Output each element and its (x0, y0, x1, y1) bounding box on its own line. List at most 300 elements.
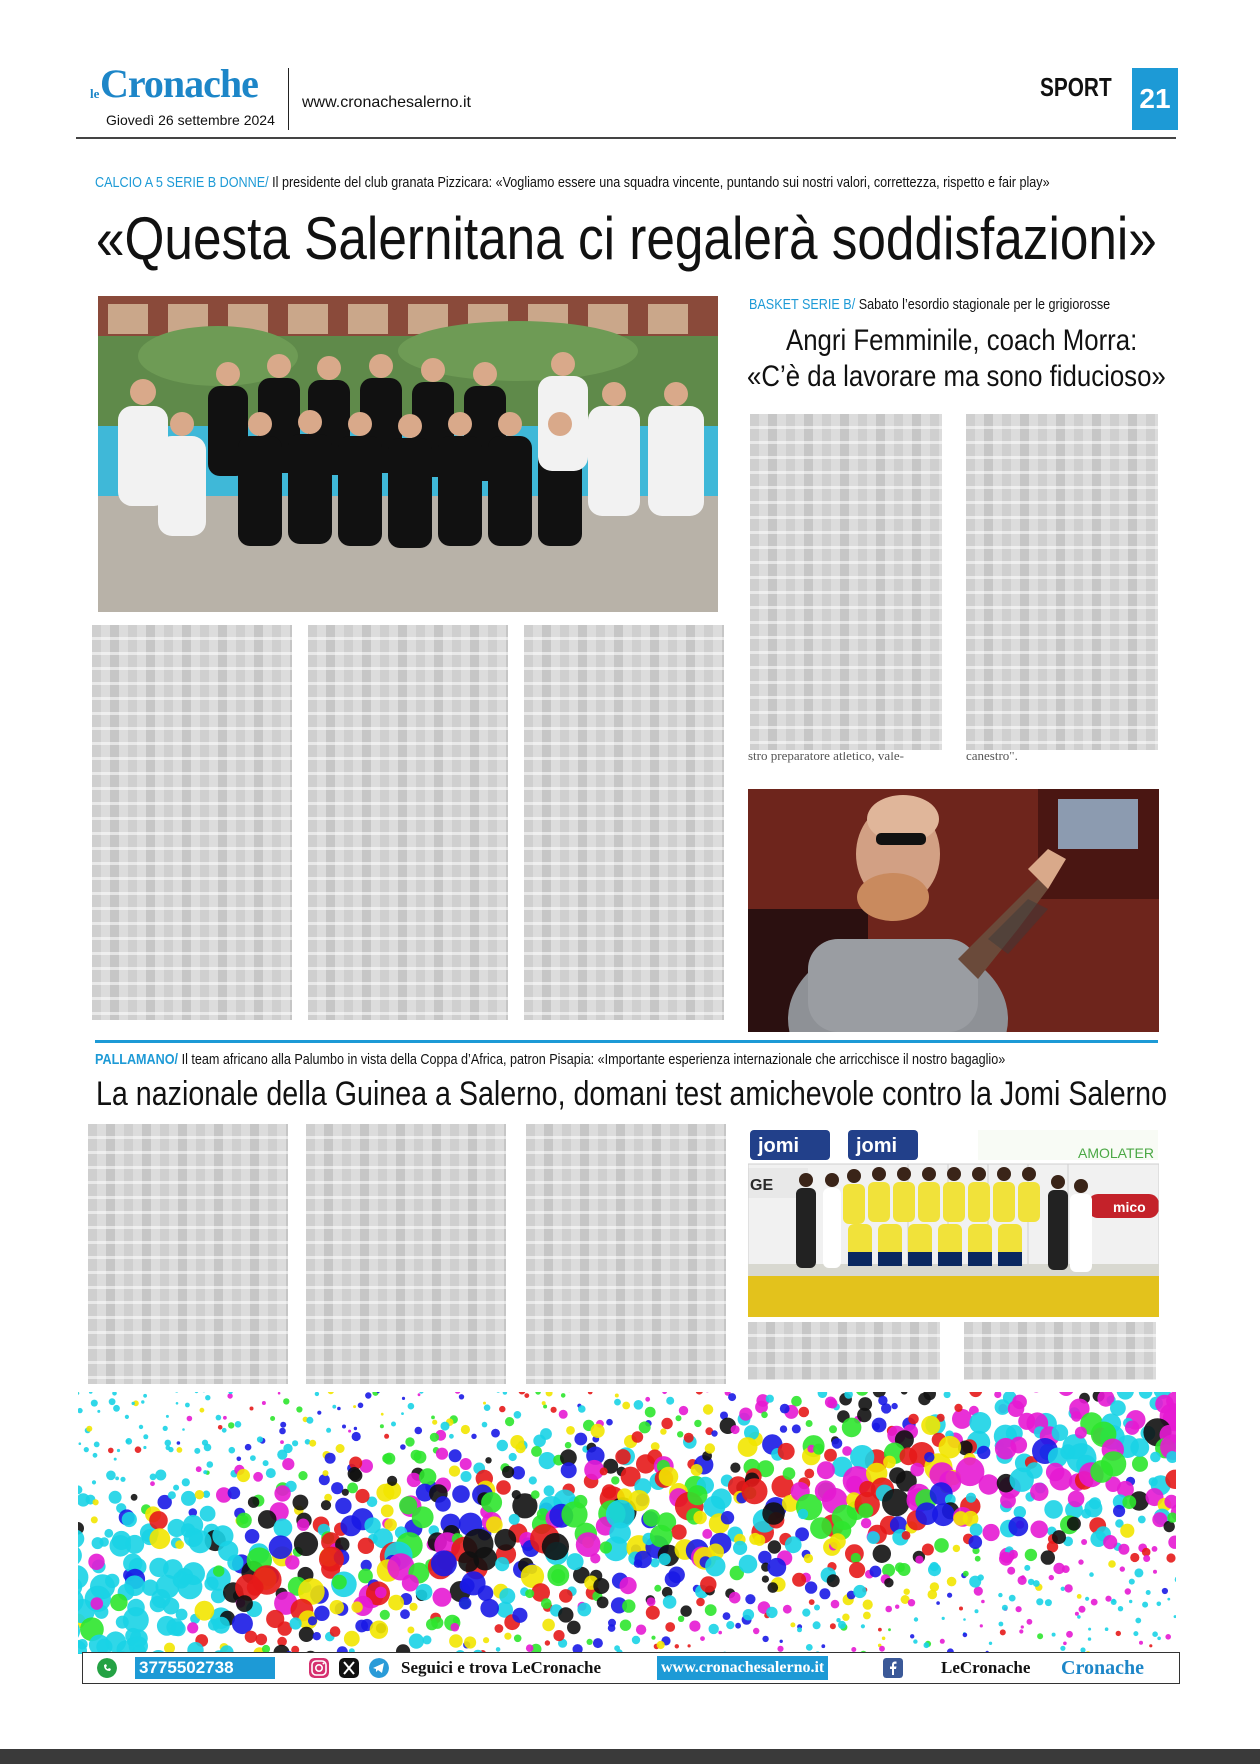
halftone-dot (1075, 1427, 1087, 1439)
halftone-dot (895, 1605, 899, 1609)
halftone-dot (766, 1607, 777, 1618)
halftone-dot (177, 1447, 183, 1453)
halftone-dot (735, 1623, 741, 1629)
halftone-dot (1130, 1438, 1149, 1457)
halftone-dot (1075, 1612, 1079, 1616)
facebook-icon[interactable] (883, 1658, 903, 1678)
halftone-dot (298, 1471, 307, 1480)
logo-text: Cronache (100, 61, 258, 106)
halftone-dot (86, 1426, 92, 1432)
halftone-dot (205, 1395, 210, 1400)
halftone-dot (559, 1589, 573, 1603)
banner-amolatera: AMOLATER (1078, 1145, 1154, 1161)
halftone-dot (565, 1442, 572, 1449)
halftone-dot (910, 1634, 914, 1638)
halftone-dot (531, 1446, 542, 1457)
halftone-dot (351, 1601, 362, 1612)
halftone-dot (799, 1407, 810, 1418)
coach-photo (748, 789, 1159, 1032)
halftone-dot (314, 1606, 329, 1621)
halftone-dot (459, 1394, 464, 1399)
whatsapp-icon[interactable] (97, 1658, 117, 1678)
halftone-dot (195, 1490, 204, 1499)
halftone-dot (600, 1467, 608, 1475)
halftone-dot (1009, 1595, 1016, 1602)
halftone-dot (1027, 1619, 1033, 1625)
halftone-dot (84, 1447, 89, 1452)
halftone-dot (229, 1447, 236, 1454)
halftone-dot (956, 1457, 985, 1486)
halftone-dot (407, 1473, 421, 1487)
halftone-dot (721, 1511, 734, 1524)
halftone-dot (1049, 1575, 1054, 1580)
halftone-dot (1063, 1642, 1067, 1646)
halftone-dot (791, 1396, 802, 1407)
halftone-dot (185, 1403, 190, 1408)
halftone-dot (296, 1406, 302, 1412)
halftone-dot (1010, 1468, 1034, 1492)
halftone-dot (376, 1484, 394, 1502)
halftone-dot (702, 1529, 712, 1539)
halftone-dot (481, 1492, 502, 1513)
halftone-dot (502, 1466, 514, 1478)
halftone-dot (830, 1623, 836, 1629)
halftone-dot (851, 1553, 861, 1563)
handball-kicker (95, 1051, 1005, 1068)
halftone-dot (1089, 1497, 1101, 1509)
halftone-dot (449, 1634, 463, 1648)
halftone-dot (375, 1587, 387, 1599)
halftone-dot (650, 1525, 673, 1548)
halftone-dot (285, 1555, 299, 1569)
footer-url[interactable]: www.cronachesalerno.it (657, 1656, 828, 1680)
halftone-dot (646, 1606, 660, 1620)
halftone-dot (290, 1617, 302, 1629)
halftone-dot (901, 1392, 908, 1395)
halftone-dot (544, 1485, 555, 1496)
instagram-icon[interactable] (309, 1658, 329, 1678)
halftone-dot (1113, 1505, 1125, 1517)
halftone-dot (705, 1443, 715, 1453)
halftone-dot (245, 1529, 260, 1544)
halftone-dot (1132, 1456, 1148, 1472)
team-photo-illustration (98, 296, 718, 612)
halftone-dot (999, 1552, 1013, 1566)
halftone-dot (431, 1550, 457, 1576)
halftone-dot (505, 1417, 514, 1426)
halftone-dot (783, 1467, 796, 1480)
halftone-dot (515, 1443, 525, 1453)
halftone-dot (718, 1631, 722, 1635)
halftone-dot (711, 1430, 717, 1436)
halftone-dot (149, 1528, 170, 1549)
halftone-dot (542, 1619, 555, 1632)
handball-headline: La nazionale della Guinea a Salerno, domani test amichevole contro la Jomi Salerno (96, 1075, 1168, 1113)
halftone-dot (200, 1408, 205, 1413)
halftone-dot (659, 1467, 679, 1487)
halftone-dot (483, 1402, 486, 1405)
halftone-dot (766, 1395, 774, 1403)
halftone-dot (222, 1428, 227, 1433)
halftone-dot (870, 1566, 882, 1578)
halftone-dot (1139, 1641, 1143, 1645)
halftone-dot (126, 1440, 129, 1443)
halftone-dot (700, 1576, 716, 1592)
halftone-dot (409, 1634, 424, 1649)
halftone-dot (1068, 1491, 1085, 1508)
halftone-dot (531, 1490, 540, 1499)
halftone-dot (647, 1597, 656, 1606)
halftone-dot (947, 1593, 952, 1598)
halftone-dot (873, 1545, 891, 1563)
halftone-dot (1008, 1400, 1025, 1417)
halftone-dot (574, 1433, 587, 1446)
halftone-dot (1033, 1580, 1040, 1587)
halftone-dot (1167, 1598, 1170, 1601)
handball-text-column-3 (526, 1124, 726, 1384)
halftone-dot (143, 1434, 148, 1439)
halftone-dot (1061, 1587, 1065, 1591)
halftone-dot (344, 1631, 360, 1647)
basket-stray-text-1: stro preparatore atletico, vale- (748, 752, 904, 763)
halftone-dot (578, 1405, 586, 1413)
halftone-dot (165, 1440, 172, 1447)
halftone-dot (676, 1415, 682, 1421)
halftone-dot (797, 1627, 802, 1632)
halftone-dot (1052, 1530, 1066, 1544)
halftone-dot (323, 1470, 329, 1476)
halftone-dot (100, 1537, 109, 1546)
halftone-dot (888, 1628, 891, 1631)
halftone-dot (503, 1392, 507, 1395)
halftone-dot (365, 1392, 371, 1398)
masthead-logo (90, 61, 280, 106)
halftone-dot (977, 1446, 990, 1459)
halftone-dot (204, 1444, 212, 1452)
halftone-dot (335, 1498, 351, 1514)
halftone-dot (827, 1574, 840, 1587)
halftone-dot (495, 1557, 509, 1571)
halftone-dot (700, 1636, 705, 1641)
halftone-dot (228, 1487, 241, 1500)
halftone-dot (166, 1415, 169, 1418)
halftone-dot (236, 1595, 253, 1612)
halftone-dot (1016, 1606, 1022, 1612)
halftone-dot (330, 1600, 344, 1614)
halftone-dot (125, 1415, 129, 1419)
halftone-dot (745, 1594, 755, 1604)
halftone-dot (1157, 1637, 1161, 1641)
halftone-dot (433, 1588, 452, 1607)
halftone-dot (348, 1430, 351, 1433)
halftone-dot (204, 1577, 218, 1591)
halftone-dot (245, 1444, 252, 1451)
halftone-dot (842, 1418, 862, 1438)
halftone-dot (1088, 1637, 1091, 1640)
halftone-dot (1088, 1628, 1091, 1631)
basket-kicker (749, 296, 1110, 313)
halftone-dot (149, 1558, 168, 1577)
handball-photo (748, 1124, 1159, 1317)
halftone-dot (408, 1403, 415, 1410)
halftone-dot (593, 1638, 603, 1648)
halftone-dot (355, 1489, 369, 1503)
halftone-dot (542, 1401, 546, 1405)
halftone-dot (195, 1392, 199, 1393)
halftone-dot (93, 1453, 98, 1458)
main-kicker-tag: CALCIO A 5 SERIE B DONNE/ (95, 174, 269, 191)
halftone-dot (213, 1617, 230, 1634)
halftone-dot (1174, 1615, 1176, 1618)
basket-headline-line2: «C’è da lavorare ma sono fiducioso» (747, 360, 1166, 393)
halftone-dot (1149, 1644, 1152, 1647)
halftone-dot (269, 1535, 293, 1559)
halftone-dot (1085, 1597, 1089, 1601)
halftone-dot (315, 1392, 319, 1396)
halftone-dot (441, 1422, 450, 1431)
halftone-dot (675, 1644, 679, 1648)
halftone-dot (815, 1480, 837, 1502)
halftone-dot (1116, 1631, 1121, 1636)
halftone-dot (688, 1644, 691, 1647)
halftone-dot (830, 1533, 846, 1549)
halftone-dot (689, 1621, 700, 1632)
halftone-dot (250, 1455, 256, 1461)
halftone-dot (1007, 1567, 1015, 1575)
halftone-dot (975, 1609, 979, 1613)
halftone-dot (813, 1621, 821, 1629)
halftone-dot (821, 1644, 825, 1648)
halftone-dot (780, 1640, 783, 1643)
halftone-dot (810, 1517, 832, 1539)
halftone-dot (792, 1573, 806, 1587)
halftone-dot (726, 1621, 734, 1629)
halftone-dot (203, 1470, 207, 1474)
halftone-dot (849, 1562, 865, 1578)
halftone-dot (250, 1407, 254, 1411)
halftone-dot (471, 1434, 476, 1439)
banner-ge: GE (750, 1177, 774, 1194)
halftone-dot (1152, 1631, 1158, 1637)
halftone-dot (881, 1403, 891, 1413)
halftone-dot (117, 1449, 120, 1452)
halftone-dot (380, 1424, 384, 1428)
halftone-dot (768, 1540, 781, 1553)
halftone-dot (902, 1531, 911, 1540)
halftone-dot (435, 1496, 451, 1512)
halftone-dot (730, 1463, 740, 1473)
halftone-dot (78, 1544, 82, 1566)
halftone-dot (696, 1392, 703, 1395)
halftone-dot (280, 1422, 286, 1428)
halftone-dot (1008, 1517, 1028, 1537)
halftone-dot (124, 1575, 145, 1596)
halftone-dot (743, 1609, 754, 1620)
halftone-dot (93, 1499, 99, 1505)
halftone-dot (78, 1485, 82, 1494)
telegram-icon[interactable] (369, 1658, 389, 1678)
halftone-dot (729, 1592, 741, 1604)
halftone-dot (1103, 1535, 1117, 1549)
halftone-dot (861, 1624, 865, 1628)
halftone-dot (614, 1399, 621, 1406)
halftone-dot (512, 1490, 521, 1499)
halftone-dot (593, 1578, 609, 1594)
halftone-dot (1000, 1493, 1016, 1509)
halftone-dot (262, 1401, 266, 1405)
halftone-dot (954, 1404, 962, 1412)
halftone-dot (1150, 1452, 1161, 1463)
halftone-dot (665, 1622, 675, 1632)
halftone-dot (934, 1538, 949, 1553)
halftone-dot (567, 1553, 584, 1570)
halftone-dot (921, 1416, 940, 1435)
halftone-dot (691, 1464, 703, 1476)
halftone-dot (1037, 1633, 1043, 1639)
halftone-dot (832, 1438, 843, 1449)
halftone-dot (1135, 1618, 1141, 1624)
halftone-dot (535, 1392, 541, 1395)
halftone-dot (542, 1533, 569, 1560)
halftone-dot (858, 1503, 873, 1518)
main-headline: «Questa Salernitana ci regalerà soddisfazioni» (96, 205, 1157, 272)
halftone-dot (863, 1612, 871, 1620)
halftone-dot (608, 1624, 616, 1632)
halftone-dot (297, 1519, 309, 1531)
halftone-dot (566, 1426, 575, 1435)
halftone-dot (1134, 1568, 1143, 1577)
halftone-dot (739, 1555, 758, 1574)
halftone-dot (705, 1556, 725, 1576)
x-icon[interactable] (339, 1658, 359, 1678)
halftone-dot (861, 1518, 871, 1528)
halftone-dot (1105, 1596, 1111, 1602)
halftone-dot (551, 1407, 557, 1413)
halftone-dot (115, 1477, 119, 1481)
halftone-dot (175, 1392, 179, 1393)
halftone-dot (924, 1642, 930, 1648)
halftone-dot (1045, 1599, 1052, 1606)
halftone-dot (1117, 1392, 1134, 1400)
halftone-dot (546, 1392, 553, 1397)
halftone-dot (143, 1394, 147, 1398)
halftone-dot (110, 1594, 127, 1611)
halftone-dot (553, 1630, 564, 1641)
halftone-dot (559, 1410, 568, 1419)
halftone-dot (1050, 1468, 1073, 1491)
halftone-dot (1153, 1570, 1157, 1574)
halftone-dot (415, 1427, 423, 1435)
halftone-dot (196, 1466, 202, 1472)
halftone-dot (762, 1636, 768, 1642)
halftone-dot (108, 1448, 114, 1454)
halftone-dot (391, 1422, 396, 1427)
halftone-dot (94, 1442, 100, 1448)
halftone-dot (482, 1422, 488, 1428)
halftone-dot (703, 1404, 713, 1414)
halftone-dot (1064, 1584, 1072, 1592)
halftone-dot (913, 1639, 917, 1643)
halftone-dot (818, 1392, 828, 1398)
header-divider (288, 68, 289, 130)
halftone-dot (1060, 1646, 1065, 1651)
halftone-dot (380, 1610, 390, 1620)
halftone-dot (478, 1585, 494, 1601)
halftone-dot (358, 1403, 364, 1409)
halftone-dot (755, 1401, 768, 1414)
halftone-dot (969, 1392, 982, 1397)
halftone-dot (79, 1442, 82, 1445)
halftone-dot (882, 1637, 886, 1641)
halftone-dot (132, 1402, 135, 1405)
halftone-dot (381, 1505, 394, 1518)
halftone-dot (1168, 1536, 1176, 1549)
halftone-dot (519, 1392, 526, 1395)
halftone-dot (966, 1493, 976, 1503)
halftone-dot (113, 1405, 120, 1412)
halftone-dot (449, 1449, 462, 1462)
halftone-dot (163, 1426, 168, 1431)
halftone-dot (274, 1485, 290, 1501)
halftone-dot (994, 1392, 1001, 1398)
halftone-dot (213, 1565, 224, 1576)
halftone-dot (92, 1480, 96, 1484)
halftone-dot (561, 1393, 566, 1398)
halftone-dot (1130, 1553, 1139, 1562)
halftone-dot (588, 1392, 593, 1394)
page-number: 21 (1132, 68, 1178, 130)
halftone-dot (1139, 1392, 1153, 1399)
halftone-dot (141, 1400, 144, 1403)
halftone-dot (1133, 1631, 1138, 1636)
phone-number[interactable]: 3775502738 (135, 1657, 275, 1679)
halftone-dot (256, 1634, 268, 1646)
halftone-dot (237, 1457, 242, 1462)
halftone-dot (622, 1402, 630, 1410)
halftone-dot (1014, 1506, 1026, 1518)
halftone-dot (963, 1618, 966, 1621)
halftone-dot (1052, 1633, 1056, 1637)
halftone-dot (662, 1392, 667, 1394)
halftone-dot (529, 1476, 537, 1484)
halftone-dot (711, 1488, 732, 1509)
halftone-dot (802, 1609, 810, 1617)
halftone-dot (313, 1632, 321, 1640)
halftone-dot (1111, 1599, 1117, 1605)
halftone-dot (1122, 1495, 1136, 1509)
halftone-dot (814, 1605, 820, 1611)
halftone-dot (494, 1529, 516, 1551)
halftone-dot (181, 1491, 196, 1506)
halftone-dot (317, 1411, 321, 1415)
halftone-dot (383, 1453, 395, 1465)
halftone-dot (767, 1558, 786, 1577)
halftone-dot (989, 1642, 992, 1645)
halftone-dot (904, 1589, 910, 1595)
main-text-column-2 (308, 625, 508, 1020)
halftone-dot (827, 1398, 837, 1408)
halftone-dot (484, 1404, 491, 1411)
logo-prefix: le (90, 86, 100, 101)
halftone-dot (696, 1598, 705, 1607)
halftone-dot (228, 1422, 234, 1428)
halftone-dot (908, 1414, 919, 1425)
basket-text-column-2 (966, 414, 1158, 750)
halftone-dot (149, 1511, 168, 1530)
halftone-dot (783, 1605, 792, 1614)
halftone-dot (358, 1538, 374, 1554)
halftone-dot (455, 1392, 461, 1394)
